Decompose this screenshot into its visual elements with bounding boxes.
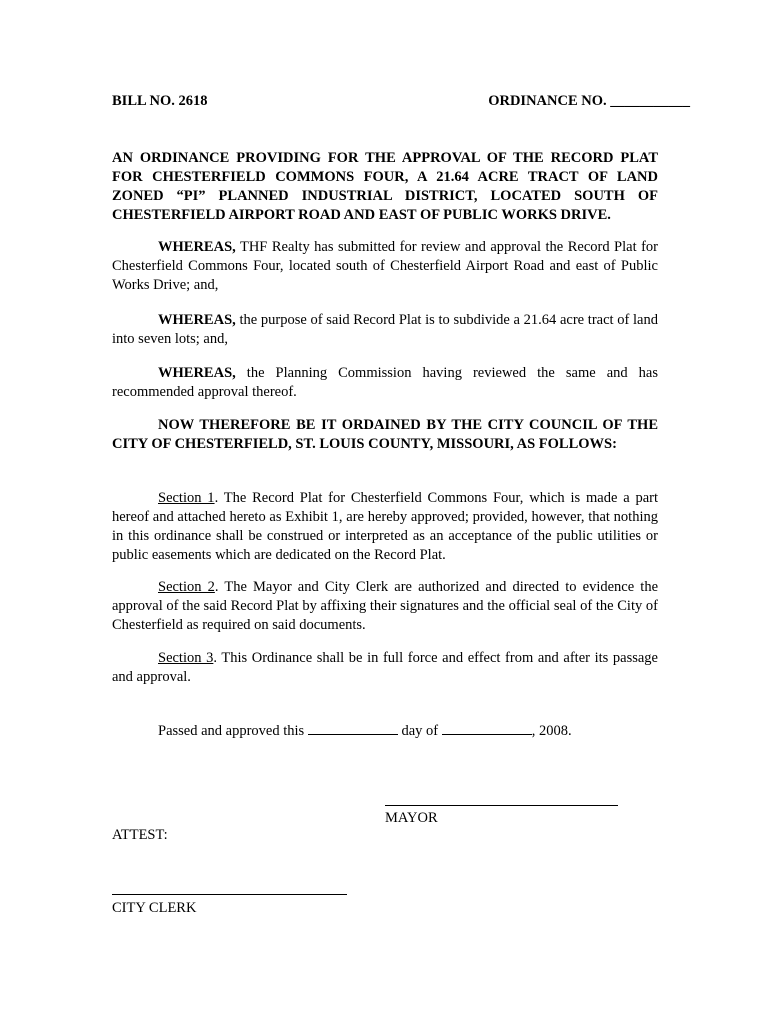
section-1-paragraph bbox=[112, 489, 658, 565]
day-blank[interactable] bbox=[308, 720, 398, 735]
section-text: . This Ordinance shall be in full force and effect from and after its passage and approval. bbox=[112, 650, 658, 685]
passed-suffix: , 2008. bbox=[531, 723, 572, 739]
whereas-lead: WHEREAS, bbox=[158, 365, 236, 381]
passed-prefix: Passed and approved this bbox=[158, 723, 308, 739]
passed-approved-line bbox=[158, 720, 572, 741]
attest-label: ATTEST: bbox=[112, 827, 168, 843]
section-text: . The Record Plat for Chesterfield Commons Four, which is made a part hereof and attached hereto as Exhibit 1, are hereby approved; provided, however, that nothing in this ordinance shall be construed or interpreted as an acceptance of the public utilities or public easements which are dedicated on the Record Plat. bbox=[112, 490, 658, 563]
bill-number: BILL NO. 2618 bbox=[112, 93, 208, 109]
passed-middle: day of bbox=[397, 723, 442, 739]
city-clerk-label: CITY CLERK bbox=[112, 900, 197, 916]
whereas-paragraph-3 bbox=[112, 364, 658, 402]
section-label: Section 3 bbox=[158, 650, 214, 666]
ordinance-title: AN ORDINANCE PROVIDING FOR THE APPROVAL OF THE RECORD PLAT FOR CHESTERFIELD COMMONS FOUR, A 21.64 ACRE TRACT OF LAND ZONED “PI” PLANNED INDUSTRIAL DISTRICT, LOCATED SOUTH OF CHESTERFIELD AIRPORT ROAD AND EAST OF PUBLIC WORKS DRIVE. bbox=[112, 150, 658, 223]
whereas-text: THF Realty has submitted for review and approval the Record Plat for Chesterfield Commons Four, located south of Chesterfield Airport Road and east of Public Works Drive; and, bbox=[112, 239, 658, 293]
section-3-paragraph bbox=[112, 649, 658, 687]
whereas-text: the Planning Commission having reviewed the same and has recommended approval thereof. bbox=[112, 365, 658, 400]
mayor-label: MAYOR bbox=[385, 810, 438, 826]
whereas-text: the purpose of said Record Plat is to subdivide a 21.64 acre tract of land into seven lots; and, bbox=[112, 312, 658, 347]
document-header bbox=[112, 93, 690, 113]
month-blank[interactable] bbox=[442, 720, 532, 735]
ordinance-number: ORDINANCE NO. ___________ bbox=[488, 93, 690, 109]
section-2-paragraph bbox=[112, 578, 658, 635]
whereas-lead: WHEREAS, bbox=[158, 312, 236, 328]
section-label: Section 2 bbox=[158, 579, 215, 595]
whereas-paragraph-1 bbox=[112, 238, 658, 295]
city-clerk-signature-line[interactable] bbox=[112, 894, 347, 895]
mayor-signature-line[interactable] bbox=[385, 805, 618, 806]
whereas-paragraph-2 bbox=[112, 311, 658, 349]
section-text: . The Mayor and City Clerk are authorized and directed to evidence the approval of the said Record Plat by affixing their signatures and the official seal of the City of Chesterfield as required on said documents. bbox=[112, 579, 659, 633]
section-label: Section 1 bbox=[158, 490, 215, 506]
whereas-lead: WHEREAS, bbox=[158, 239, 236, 255]
ordained-clause: NOW THEREFORE BE IT ORDAINED BY THE CITY COUNCIL OF THE CITY OF CHESTERFIELD, ST. LOUIS COUNTY, MISSOURI, AS FOLLOWS: bbox=[112, 417, 658, 452]
